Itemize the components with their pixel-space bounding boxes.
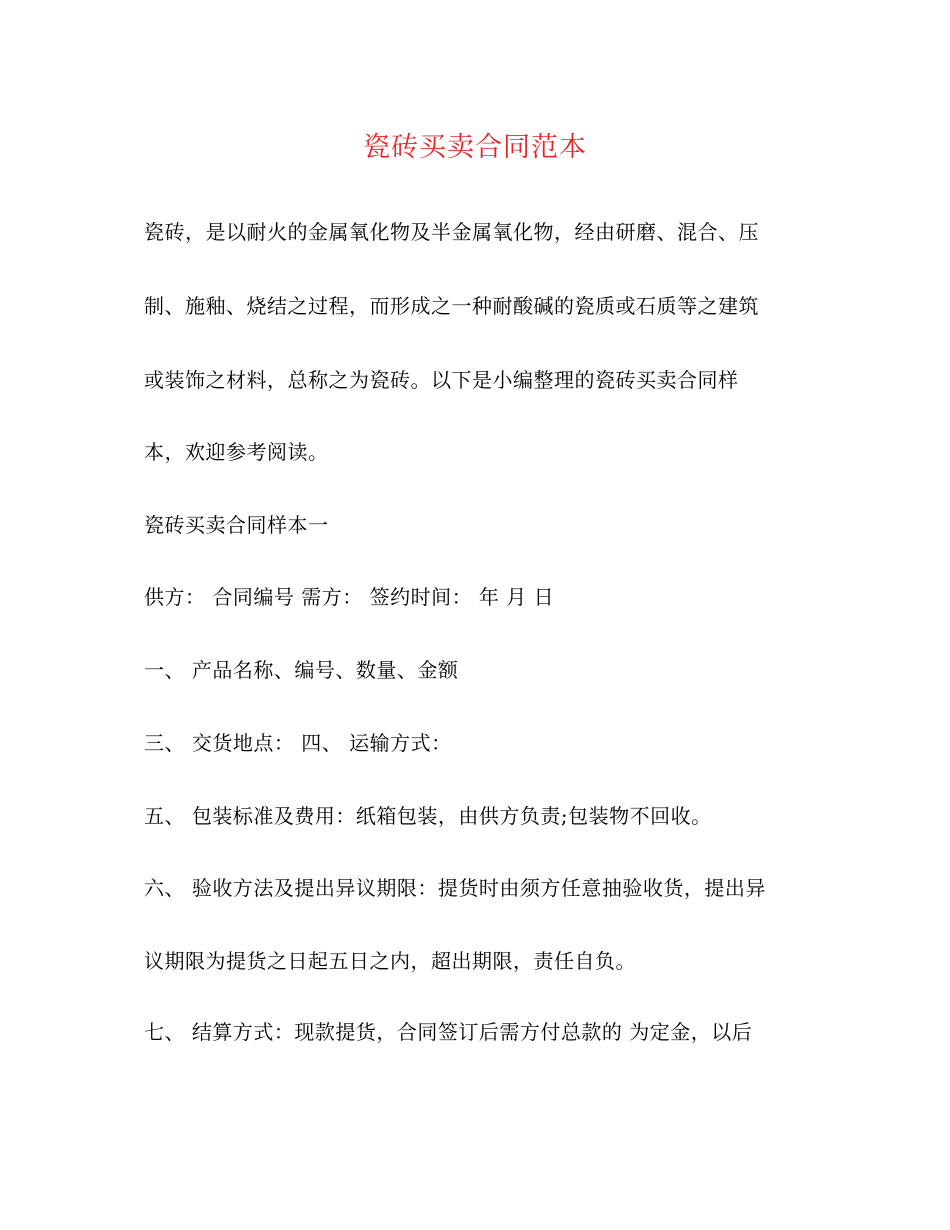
clause-6-line-1: 六、 验收方法及提出异议期限：提货时由须方任意抽验收货，提出异 — [144, 876, 766, 900]
intro-line-1: 瓷砖，是以耐火的金属氧化物及半金属氧化物，经由研磨、混合、压 — [144, 220, 759, 244]
intro-line-4: 本，欢迎参考阅读。 — [144, 440, 329, 464]
clause-7-line-1: 七、 结算方式：现款提货，合同签订后需方付总款的 为定金，以后 — [144, 1020, 753, 1044]
intro-line-3: 或装饰之材料，总称之为瓷砖。以下是小编整理的瓷砖买卖合同样 — [144, 368, 739, 392]
document-title: 瓷砖买卖合同范本 — [363, 132, 587, 163]
section-heading: 瓷砖买卖合同样本一 — [144, 513, 329, 537]
intro-line-2: 制、施釉、烧结之过程，而形成之一种耐酸碱的瓷质或石质等之建筑 — [144, 294, 759, 318]
parties-line: 供方： 合同编号 需方： 签约时间： 年 月 日 — [144, 585, 555, 609]
clause-6-line-2: 议期限为提货之日起五日之内，超出期限，责任自负。 — [144, 949, 636, 973]
clause-5: 五、 包装标准及费用：纸箱包装，由供方负责;包装物不回收。 — [144, 804, 712, 828]
clause-1: 一、 产品名称、编号、数量、金额 — [144, 658, 459, 682]
clause-3-4: 三、 交货地点： 四、 运输方式： — [144, 731, 452, 755]
